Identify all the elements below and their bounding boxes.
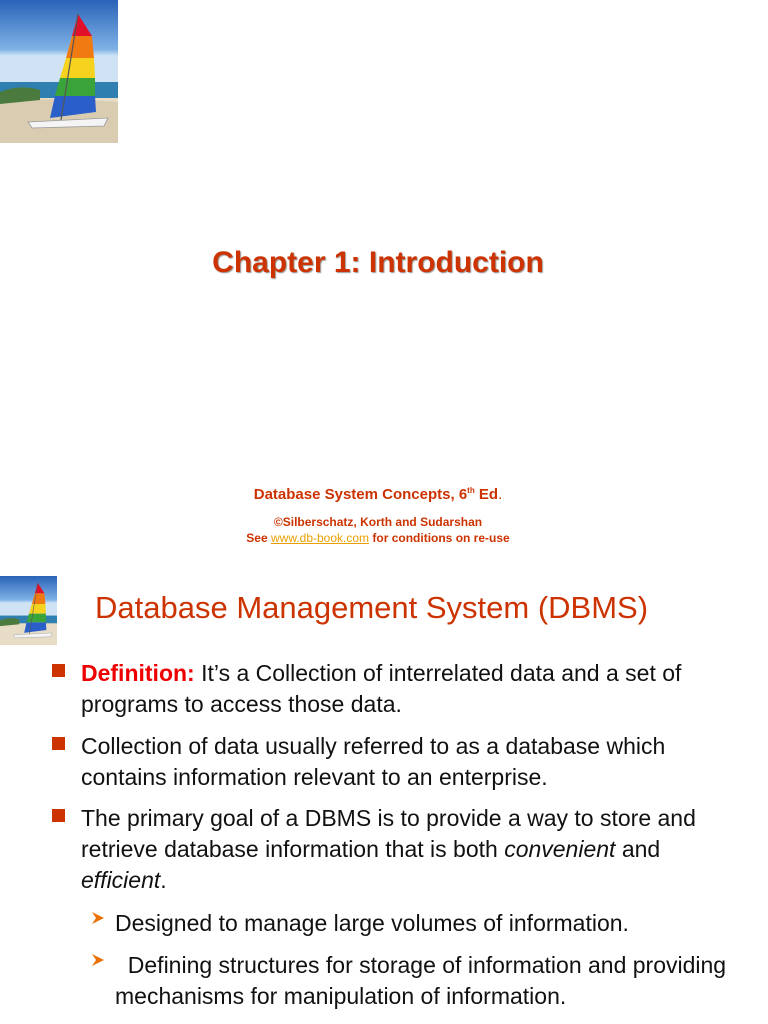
emphasis-efficient: efficient (81, 867, 161, 893)
chapter-title: Chapter 1: Introduction (212, 246, 544, 279)
copyright-block (0, 514, 756, 546)
reuse-line (0, 530, 756, 546)
square-bullet-icon (52, 737, 65, 750)
sub-bullet-text: Defining structures for storage of information and providing mechanisms for manipulation of information. (115, 952, 733, 1009)
see-suffix: for conditions on re-use (369, 531, 510, 545)
definition-label: Definition: (81, 660, 195, 686)
bullet-text: Collection of data usually referred to as a database which contains information relevant to an enterprise. (81, 733, 666, 790)
bullet-text (81, 658, 752, 720)
arrow-bullet-icon (90, 952, 106, 968)
sub-bullet-text: Designed to manage large volumes of information. (115, 910, 629, 936)
db-book-link[interactable]: www.db-book.com (270, 531, 370, 545)
book-edition (0, 486, 756, 503)
edition-period: . (498, 486, 503, 503)
arrow-bullet-icon (90, 910, 106, 926)
definition-text: It’s a Collection of interrelated data and a set of programs to access those data. (81, 660, 682, 717)
square-bullet-icon (52, 664, 65, 677)
copyright-line: ©Silberschatz, Korth and Sudarshan (273, 515, 483, 529)
bullet-text-part: The primary goal of a DBMS is to provide a way to store and retrieve database information that is both (81, 805, 696, 862)
book-title: Database System Concepts, 6 (253, 486, 468, 503)
sailboat-logo-image (0, 0, 118, 143)
square-bullet-icon (52, 809, 65, 822)
bullet-text-part: and (615, 836, 661, 862)
bullet-text-part: . (160, 867, 167, 893)
dbms-slide (0, 570, 768, 1024)
emphasis-convenient: convenient (504, 836, 616, 862)
bullet-text (81, 803, 752, 896)
sailboat-logo-image (0, 576, 57, 645)
edition-superscript: th (467, 486, 475, 495)
see-prefix: See (246, 531, 271, 545)
slide-title: Database Management System (DBMS) (95, 590, 649, 625)
edition-suffix: Ed (474, 486, 499, 503)
